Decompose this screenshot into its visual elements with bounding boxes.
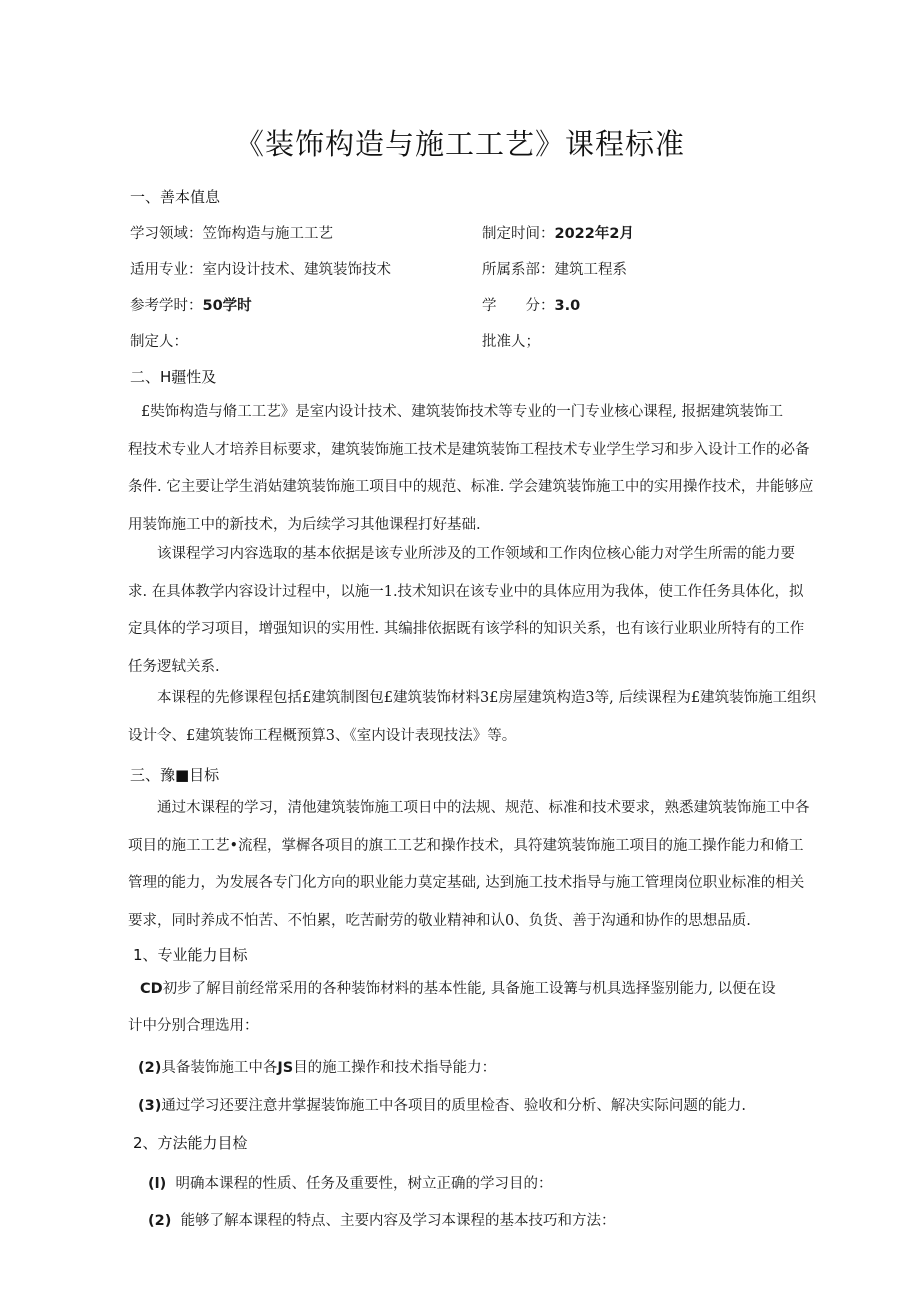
info-major: [130, 258, 391, 279]
subsection-heading-professional: 1、专业能力目标: [133, 946, 248, 964]
info-field: [130, 222, 333, 243]
info-field-value: 笠饰构造与施工工艺: [202, 226, 333, 242]
paragraph-line: 通过木课程的学习，清他建筑装饰施工项日中的法规、规范、标准和技术要求，熟悉建筑装饰施工中各: [157, 800, 810, 816]
item-number: (l): [148, 1176, 167, 1192]
info-credit: [482, 294, 580, 315]
method-item-2: [148, 1209, 616, 1230]
item-text: 通过学习还要注意井掌握装饰施工中各项目的质里检杳、验收和分析、解决实际问题的能力.: [161, 1098, 746, 1114]
info-major-value: 室内设计技术、建筑装饰技术: [202, 262, 391, 278]
paragraph-line: 设计令、£建筑装饰工程概预算3、《室内设计表现技法》等。: [128, 727, 517, 744]
paragraph-line: 条件. 它主要让学生消姑建筑装饰施工项目中的规范、标准. 学会建筑装饰施工中的实用操作技术，井能够应: [128, 479, 814, 496]
info-hours: [130, 294, 252, 315]
professional-item-2: [138, 1056, 496, 1077]
item-text-bold: JS: [277, 1060, 294, 1076]
info-dept-label: 所属系部：: [482, 262, 555, 278]
info-hours-label: 参考学时：: [130, 298, 203, 314]
paragraph-line: 程技术专业人才培养目标要求，建筑装饰施工技术是建筑装饰工程技术专业学生学习和步入设计工作的必备: [128, 441, 810, 458]
item-number: (2): [148, 1213, 172, 1229]
info-credit-label: 学 分：: [482, 298, 555, 314]
info-date: [482, 222, 634, 243]
info-dept-value: 建筑工程系: [554, 262, 627, 278]
info-dept: [482, 258, 627, 279]
subsection-heading-method: 2、方法能力目检: [133, 1134, 248, 1152]
item-text: 目的施工操作和技术指导能力：: [293, 1060, 497, 1076]
info-approver-label: 批准人；: [482, 334, 540, 350]
paragraph-line: 项目的施工工艺•流程，掌樨各项目的旗工工艺和操作技术，具符建筑装饰施工项目的施工操作能力和脩工: [128, 837, 804, 854]
nature-paragraph-1: [128, 394, 828, 544]
paragraph-line: 求. 在具体教学内容设计过程中，以施一1.技术知识在该专业中的具体应用为我体，使工作任务具体化，拟: [128, 583, 804, 600]
paragraph-line: 该课程学习内容选取的基本依据是该专业所涉及的工作领域和工作肉位核心能力对学生所需的能力要: [157, 546, 795, 562]
info-date-label: 制定时间：: [482, 226, 555, 242]
paragraph-line: £奘饰构造与脩工工艺》是室内设计技术、建筑装饰技术等专业的一门专业核心课程, 报据建筑装饰工: [141, 404, 783, 420]
paragraph-line: 要求，同时养成不怕苦、不怕累，吃苦耐劳的敬业精神和认0、负货、善于沟通和协作的思想品质.: [128, 912, 751, 929]
info-hours-value: 50学时: [202, 298, 252, 314]
item-text: 明确本课程的性质、任务及重要性，树立正确的学习目的：: [175, 1176, 553, 1192]
paragraph-line: 本课程的先修课程包括£建筑制图包£建筑装饰材料3£房屋建筑构造3等, 后续课程为£建筑装饰施工组织: [157, 690, 817, 706]
info-credit-value: 3.0: [554, 298, 581, 314]
section-heading-goal: 三、豫■目标: [130, 766, 220, 784]
info-field-label: 学习领域：: [130, 226, 203, 242]
goal-paragraph: [128, 790, 828, 940]
method-item-1: [148, 1172, 552, 1193]
item-number: (2): [138, 1060, 162, 1076]
item-text: 初步了解目前经常采用的各种装饰材料的基本性能, 具备施工设篝与机具选择鉴别能力, 以便在设: [162, 981, 776, 997]
nature-paragraph-3: [128, 680, 828, 755]
item-number: CD: [140, 981, 163, 997]
paragraph-line: 管理的能力，为发展各专门化方向的职业能力莫定基础, 达到施工技术指导与施工管理岗位职业标准的相关: [128, 875, 805, 892]
info-date-value: 2022年2月: [554, 226, 634, 242]
paragraph-line: 任务逻轼关系.: [128, 658, 220, 675]
document-title: 《装饰构造与施工工艺》课程标准: [234, 127, 685, 161]
item-number: (3): [138, 1098, 162, 1114]
paragraph-line: 用装饰施工中的新技术，为后续学习其他课程打好基础.: [128, 516, 481, 533]
nature-paragraph-2: [128, 536, 828, 686]
item-text: 具备装饰施工中各: [161, 1060, 278, 1076]
paragraph-line: 定具体的学习项目，增强知识的实用性. 其编排依据既有该学科的知识关系，也有该行业职业所特有的工作: [128, 621, 805, 638]
info-author-label: 制定人：: [130, 334, 188, 350]
professional-item-3: [138, 1094, 746, 1115]
professional-item-1-continued: 计中分别合理选用：: [128, 1018, 259, 1034]
section-heading-basic-info: 一、善本值息: [130, 188, 221, 206]
section-heading-nature: 二、H疆性及: [130, 368, 217, 386]
item-text: 能够了解本课程的特点、主要内容及学习本课程的基本技巧和方法：: [180, 1213, 616, 1229]
professional-item-1: [140, 977, 776, 998]
info-major-label: 适用专业：: [130, 262, 203, 278]
